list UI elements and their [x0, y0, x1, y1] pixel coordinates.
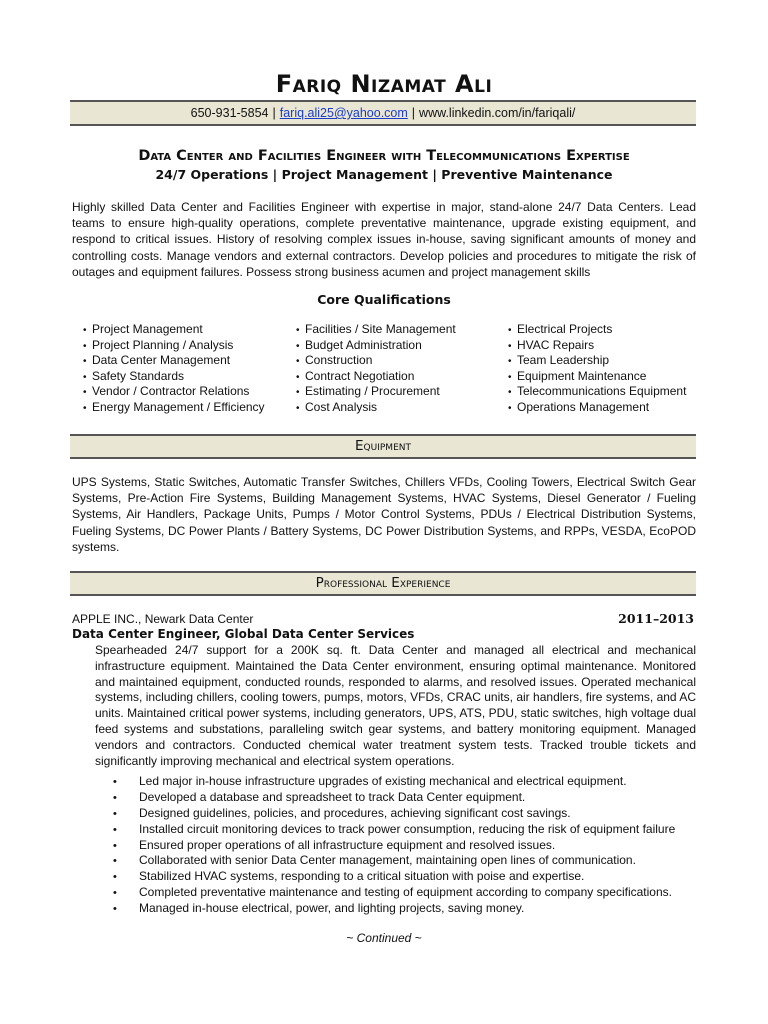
- job-dates: 2011–2013: [618, 611, 694, 626]
- bullet-icon: •: [113, 855, 117, 868]
- equipment-paragraph: UPS Systems, Static Switches, Automatic Transfer Switches, Chillers VFDs, Cooling Towers, Electrical Switch Gear Systems, Pre-Action Fire Systems, Building Management Systems, HVAC Systems, Diesel Generator / Fueling Systems, Air Handlers, Package Units, Pumps / Motor Control Systems, PDUs / Electrical Distribution Systems, Fueling Systems, DC Power Plants / Battery Systems, DC Power Distribution Systems, and RPPs, VESDA, EcoPOD systems.: [72, 475, 696, 554]
- list-item: • Project Planning / Analysis: [83, 338, 265, 354]
- bullet-icon: •: [113, 871, 117, 884]
- list-item: • Cost Analysis: [296, 400, 456, 416]
- bullet-icon: •: [508, 325, 512, 336]
- bullet-icon: •: [296, 387, 300, 399]
- list-item: • Team Leadership: [508, 353, 686, 369]
- list-item: • Installed circuit monitoring devices to track power consumption, reducing the risk of equipment failure: [113, 822, 675, 838]
- bullet-icon: •: [83, 371, 87, 383]
- list-item: • Designed guidelines, policies, and procedures, achieving significant cost savings.: [113, 806, 675, 822]
- bullet-icon: •: [508, 387, 512, 399]
- bullet-icon: •: [83, 387, 87, 399]
- phone-number: 650-931-5854: [190, 106, 269, 120]
- bullet-icon: •: [508, 402, 512, 414]
- bullet-icon: •: [296, 402, 300, 414]
- job-title: Data Center Engineer, Global Data Center Services: [72, 627, 415, 641]
- bullet-icon: •: [508, 371, 512, 383]
- bullet-icon: •: [113, 839, 117, 852]
- summary-paragraph: Highly skilled Data Center and Facilities Engineer with expertise in major, stand-alone 24/7 Data Centers. Lead teams to ensure high-quality operations, complete preventative maintenance, upgrade existing equipment, and respond to critical issues. History of resolving complex issues in-house, saving significant amounts of money and controlling costs. Manage vendors and external contractors. Develop policies and procedures to mitigate the risk of outages and equipment failures. Possess strong business acumen and project management skills: [72, 200, 696, 279]
- contact-separator: |: [411, 106, 416, 120]
- job-description: Spearheaded 24/7 support for a 200K sq. ft. Data Center and managed all electrical and mechanical infrastructure equipment. Maintained the Data Center environment, ensuring optimal maintenance. Monitored and maintained equipment, conducted rounds, responded to alarms, and resolved issues. Operated mechanical systems, including chillers, cooling towers, pumps, motors, VFDs, CRAC units, air handlers, fire systems, and AC units. Maintained critical power systems, including generators, UPS, ATS, PDU, static switches, high voltage dual feed systems and substations, paralleling switch gear systems, and battery monitoring equipment. Managed vendors and contractors. Conducted chemical water treatment system tests. Tracked trouble tickets and significantly improving mechanical and electrical system operations.: [95, 643, 696, 768]
- list-item: • Energy Management / Efficiency: [83, 400, 265, 416]
- bullet-icon: •: [113, 791, 117, 804]
- bullet-icon: •: [83, 340, 87, 352]
- list-item: • Contract Negotiation: [296, 369, 456, 385]
- list-item: • Project Management: [83, 322, 265, 338]
- professional-subheadline: 24/7 Operations | Project Management | Preventive Maintenance: [155, 167, 613, 182]
- linkedin-url: www.linkedin.com/in/fariqali/: [419, 106, 576, 120]
- bullet-icon: •: [113, 903, 117, 916]
- qualifications-column-2: [296, 322, 456, 416]
- bullet-icon: •: [83, 325, 87, 336]
- list-item: • Facilities / Site Management: [296, 322, 456, 338]
- bullet-icon: •: [113, 807, 117, 820]
- list-item: • Construction: [296, 353, 456, 369]
- qualifications-column-3: [508, 322, 686, 416]
- core-qualifications-title: Core Qualifications: [317, 292, 451, 307]
- professional-headline: Data Center and Facilities Engineer with Telecommunications Expertise: [138, 148, 630, 164]
- bullet-icon: •: [296, 356, 300, 368]
- bullet-icon: •: [113, 823, 117, 836]
- email-link[interactable]: fariq.ali25@yahoo.com: [279, 106, 408, 120]
- contact-separator: |: [272, 106, 276, 120]
- qualifications-column-1: [83, 322, 265, 416]
- continued-note: ~ Continued ~: [346, 931, 422, 945]
- bullet-icon: •: [83, 402, 87, 414]
- list-item: • Stabilized HVAC systems, responding to a critical situation with poise and expertise.: [113, 869, 675, 885]
- list-item: • Developed a database and spreadsheet to track Data Center equipment.: [113, 790, 675, 806]
- candidate-name: Fariq Nizamat Ali: [275, 70, 493, 98]
- bullet-icon: •: [296, 325, 300, 336]
- list-item: • Equipment Maintenance: [508, 369, 686, 385]
- list-item: • Managed in-house electrical, power, and lighting projects, saving money.: [113, 901, 675, 917]
- equipment-section-heading: Equipment: [70, 434, 696, 459]
- list-item: • Telecommunications Equipment: [508, 384, 686, 400]
- bullet-icon: •: [508, 340, 512, 352]
- list-item: • Data Center Management: [83, 353, 265, 369]
- bullet-icon: •: [113, 776, 117, 788]
- list-item: • Ensured proper operations of all infrastructure equipment and resolved issues.: [113, 838, 675, 854]
- bullet-icon: •: [296, 340, 300, 352]
- experience-section-heading: Professional Experience: [70, 571, 696, 596]
- bullet-icon: •: [83, 356, 87, 368]
- list-item: • Vendor / Contractor Relations: [83, 384, 265, 400]
- list-item: • Completed preventative maintenance and testing of equipment according to company specifications.: [113, 885, 675, 901]
- list-item: • Estimating / Procurement: [296, 384, 456, 400]
- bullet-icon: •: [508, 356, 512, 368]
- list-item: • Safety Standards: [83, 369, 265, 385]
- list-item: • Budget Administration: [296, 338, 456, 354]
- list-item: • HVAC Repairs: [508, 338, 686, 354]
- bullet-icon: •: [113, 887, 117, 900]
- list-item: • Operations Management: [508, 400, 686, 416]
- list-item: • Electrical Projects: [508, 322, 686, 338]
- list-item: • Collaborated with senior Data Center management, maintaining open lines of communication.: [113, 853, 675, 869]
- bullet-icon: •: [296, 371, 300, 383]
- achievements-list: [113, 774, 675, 917]
- job-company: APPLE INC., Newark Data Center: [72, 612, 254, 626]
- list-item: • Led major in-house infrastructure upgrades of existing mechanical and electrical equipment.: [113, 774, 675, 790]
- contact-bar: [70, 100, 696, 126]
